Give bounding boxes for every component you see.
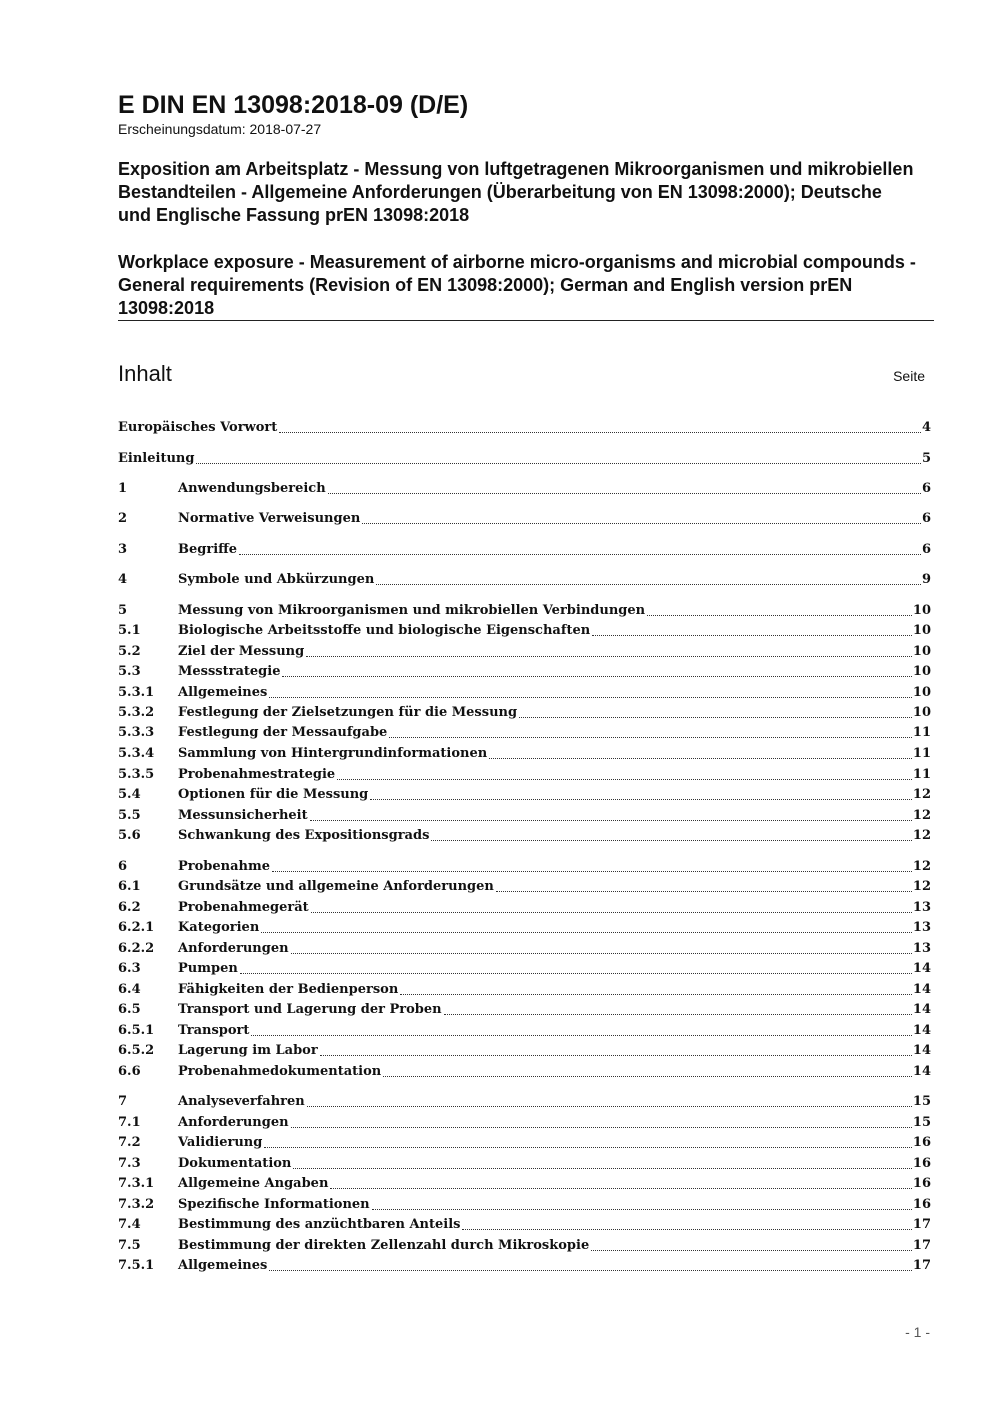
toc-entry-title: Biologische Arbeitsstoffe und biologische Eigenschaften: [178, 623, 591, 638]
toc-dot-leader: [647, 615, 912, 616]
toc-entry-page: 14: [912, 1043, 931, 1058]
toc-entry[interactable]: [118, 1194, 931, 1214]
toc-entry-title: Messunsicherheit: [178, 808, 308, 823]
toc-entry[interactable]: [118, 876, 931, 896]
toc-entry[interactable]: [118, 1040, 931, 1060]
toc-entry-number: 5.3.5: [118, 767, 155, 782]
toc-entry-title: Analyseverfahren: [178, 1094, 305, 1109]
toc-dot-leader: [592, 635, 912, 636]
toc-entry-title: Probenahmedokumentation: [178, 1064, 382, 1079]
toc-entry[interactable]: [118, 1061, 931, 1081]
toc-entry-title: Spezifische Informationen: [178, 1197, 370, 1212]
toc-entry-title: Lagerung im Labor: [178, 1043, 318, 1058]
toc-entry-title: Allgemeines: [178, 1258, 268, 1273]
toc-dot-leader: [372, 1209, 912, 1210]
toc-entry-page: 12: [912, 808, 931, 823]
toc-entry-number: 1: [118, 481, 128, 496]
toc-entry-title: Bestimmung des anzüchtbaren Anteils: [178, 1217, 461, 1232]
toc-entry-title: Kategorien: [178, 920, 260, 935]
toc-entry[interactable]: [118, 600, 931, 620]
toc-entry-page: 15: [912, 1094, 931, 1109]
english-title: Workplace exposure - Measurement of airborne micro-organisms and microbial compounds - General requirements (Revision of EN 13098:2000); German and English version prEN 13098:2018: [118, 252, 916, 318]
toc-entry-number: 5.3.1: [118, 685, 155, 700]
toc-entry-number: 6.2: [118, 900, 141, 915]
toc-entry-number: 6.2.1: [118, 920, 155, 935]
toc-entry[interactable]: [118, 508, 931, 528]
toc-dot-leader: [239, 554, 921, 555]
toc-entry-page: 10: [912, 685, 931, 700]
toc-dot-leader: [431, 840, 912, 841]
toc-dot-leader: [383, 1076, 912, 1077]
toc-dot-leader: [489, 758, 912, 759]
toc-entry-page: 14: [912, 1002, 931, 1017]
toc-entry-page: 16: [912, 1156, 931, 1171]
toc-entry-number: 5: [118, 603, 128, 618]
toc-dot-leader: [240, 973, 912, 974]
toc-entry[interactable]: [118, 478, 931, 498]
toc-entry[interactable]: [118, 1173, 931, 1193]
toc-dot-leader: [328, 493, 921, 494]
toc-entry-number: 5.5: [118, 808, 141, 823]
toc-dot-leader: [496, 891, 912, 892]
page-number: - 1 -: [905, 1324, 930, 1340]
toc-dot-leader: [307, 1106, 912, 1107]
toc-entry-title: Grundsätze und allgemeine Anforderungen: [178, 879, 494, 894]
toc-entry-title: Probenahme: [178, 859, 271, 874]
toc-entry-title: Sammlung von Hintergrundinformationen: [178, 746, 488, 761]
toc-entry-title: Anforderungen: [178, 941, 289, 956]
toc-entry-page: 6: [921, 511, 931, 526]
toc-entry-title: Optionen für die Messung: [178, 787, 369, 802]
toc-entry-title: Messung von Mikroorganismen und mikrobiellen Verbindungen: [178, 603, 646, 618]
toc-entry-page: 16: [912, 1135, 931, 1150]
toc-entry-number: 2: [118, 511, 128, 526]
toc-entry[interactable]: [118, 764, 931, 784]
toc-entry[interactable]: [118, 417, 931, 437]
toc-entry-title: Begriffe: [178, 542, 238, 557]
toc-entry-title: Anforderungen: [178, 1115, 289, 1130]
toc-entry-page: 10: [912, 705, 931, 720]
toc-dot-leader: [269, 1270, 912, 1271]
toc-entry-title: Einleitung: [118, 451, 195, 466]
toc-entry-number: 3: [118, 542, 128, 557]
toc-entry-number: 7: [118, 1094, 128, 1109]
toc-entry-page: 17: [912, 1217, 931, 1232]
toc-entry-page: 5: [921, 451, 931, 466]
toc-entry-number: 7.2: [118, 1135, 141, 1150]
toc-entry-page: 10: [912, 623, 931, 638]
toc-dot-leader: [264, 1147, 912, 1148]
toc-entry-page: 17: [912, 1258, 931, 1273]
toc-entry-page: 12: [912, 879, 931, 894]
toc-entry-title: Allgemeines: [178, 685, 268, 700]
toc-dot-leader: [291, 1127, 912, 1128]
toc-dot-leader: [462, 1229, 911, 1230]
publication-date: Erscheinungsdatum: 2018-07-27: [118, 121, 322, 137]
toc-entry[interactable]: [118, 1255, 931, 1275]
toc-entry-number: 5.3: [118, 664, 141, 679]
toc-entry[interactable]: [118, 938, 931, 958]
toc-entry-number: 5.1: [118, 623, 141, 638]
toc-entry[interactable]: [118, 856, 931, 876]
toc-entry[interactable]: [118, 1235, 931, 1255]
toc-heading: Inhalt: [118, 361, 172, 386]
toc-entry[interactable]: [118, 1112, 931, 1132]
toc-entry[interactable]: [118, 1214, 931, 1234]
toc-entry-number: 6.3: [118, 961, 141, 976]
toc-entry-number: 4: [118, 572, 128, 587]
toc-entry-page: 11: [912, 725, 931, 740]
toc-entry-title: Symbole und Abkürzungen: [178, 572, 375, 587]
toc-entry-page: 17: [912, 1238, 931, 1253]
toc-entry-number: 6: [118, 859, 128, 874]
toc-entry[interactable]: [118, 825, 931, 845]
toc-dot-leader: [320, 1055, 912, 1056]
toc-dot-leader: [306, 656, 912, 657]
toc-entry-page: 6: [921, 481, 931, 496]
toc-entry-number: 6.5: [118, 1002, 141, 1017]
toc-entry-number: 6.4: [118, 982, 141, 997]
toc-entry-title: Europäisches Vorwort: [118, 420, 278, 435]
toc-entry[interactable]: [118, 569, 931, 589]
toc-dot-leader: [282, 676, 911, 677]
toc-entry-title: Fähigkeiten der Bedienperson: [178, 982, 399, 997]
toc-entry-number: 7.1: [118, 1115, 141, 1130]
toc-entry-page: 14: [912, 982, 931, 997]
toc-entry-number: 5.4: [118, 787, 141, 802]
toc-dot-leader: [310, 820, 912, 821]
toc-dot-leader: [291, 953, 912, 954]
toc-dot-leader: [362, 523, 921, 524]
toc-entry[interactable]: [118, 448, 931, 468]
toc-entry-title: Anwendungsbereich: [178, 481, 326, 496]
toc-entry-page: 10: [912, 664, 931, 679]
toc-entry-number: 5.3.4: [118, 746, 155, 761]
toc-entry-page: 4: [921, 420, 931, 435]
toc-entry[interactable]: [118, 722, 931, 742]
toc-entry-page: 14: [912, 961, 931, 976]
toc-entry-page: 13: [912, 920, 931, 935]
toc-entry-number: 6.6: [118, 1064, 141, 1079]
toc-dot-leader: [311, 912, 912, 913]
toc-entry-title: Festlegung der Zielsetzungen für die Messung: [178, 705, 518, 720]
toc-entry-number: 5.3.2: [118, 705, 155, 720]
toc-dot-leader: [376, 584, 921, 585]
toc-entry[interactable]: [118, 539, 931, 559]
toc-entry[interactable]: [118, 1132, 931, 1152]
toc-entry-number: 6.2.2: [118, 941, 155, 956]
toc-page-column-label: Seite: [893, 368, 925, 384]
toc-entry[interactable]: [118, 1091, 931, 1111]
toc-entry[interactable]: [118, 682, 931, 702]
toc-entry-title: Probenahmestrategie: [178, 767, 336, 782]
toc-dot-leader: [389, 737, 912, 738]
toc-entry-title: Festlegung der Messaufgabe: [178, 725, 388, 740]
toc-dot-leader: [279, 432, 921, 433]
toc-entry-page: 11: [912, 746, 931, 761]
toc-dot-leader: [269, 697, 912, 698]
toc-dot-leader: [196, 463, 921, 464]
toc-entry-page: 13: [912, 900, 931, 915]
toc-entry-page: 9: [921, 572, 931, 587]
toc-entry-number: 7.4: [118, 1217, 141, 1232]
toc-entry-number: 7.5: [118, 1238, 141, 1253]
toc-entry-title: Allgemeine Angaben: [178, 1176, 329, 1191]
toc-entry-title: Messstrategie: [178, 664, 281, 679]
toc-dot-leader: [293, 1168, 912, 1169]
toc-entry-title: Schwankung des Expositionsgrads: [178, 828, 430, 843]
toc-entry-title: Pumpen: [178, 961, 238, 976]
toc-dot-leader: [261, 932, 912, 933]
toc-entry[interactable]: [118, 1020, 931, 1040]
toc-entry-page: 12: [912, 828, 931, 843]
toc-entry-page: 16: [912, 1197, 931, 1212]
toc-entry-page: 14: [912, 1064, 931, 1079]
toc-entry-page: 11: [912, 767, 931, 782]
toc-entry-number: 7.3.2: [118, 1197, 155, 1212]
toc-entry-number: 5.2: [118, 644, 141, 659]
toc-entry[interactable]: [118, 743, 931, 763]
toc-entry-page: 16: [912, 1176, 931, 1191]
toc-entry-title: Normative Verweisungen: [178, 511, 361, 526]
toc-entry-number: 6.5.1: [118, 1023, 155, 1038]
german-title: Exposition am Arbeitsplatz - Messung von luftgetragenen Mikroorganismen und mikrobiellen Bestandteilen - Allgemeine Anforderungen (Überarbeitung von EN 13098:2000); Deutsche und Englische Fassung prEN 13098:2018: [118, 159, 914, 225]
toc-entry[interactable]: [118, 702, 931, 722]
document-id: E DIN EN 13098:2018-09 (D/E): [118, 91, 469, 119]
table-of-contents: [118, 0, 931, 1403]
toc-entry-number: 5.3.3: [118, 725, 155, 740]
toc-entry-number: 6.1: [118, 879, 141, 894]
toc-entry[interactable]: [118, 979, 931, 999]
toc-entry[interactable]: [118, 897, 931, 917]
toc-entry-page: 12: [912, 787, 931, 802]
toc-entry-page: 15: [912, 1115, 931, 1130]
toc-entry-page: 14: [912, 1023, 931, 1038]
toc-entry-number: 7.3: [118, 1156, 141, 1171]
toc-dot-leader: [330, 1188, 912, 1189]
toc-dot-leader: [370, 799, 912, 800]
toc-dot-leader: [444, 1014, 912, 1015]
toc-entry-number: 5.6: [118, 828, 141, 843]
toc-entry[interactable]: [118, 1153, 931, 1173]
toc-entry-title: Dokumentation: [178, 1156, 292, 1171]
toc-entry[interactable]: [118, 661, 931, 681]
toc-entry-page: 10: [912, 603, 931, 618]
toc-entry-number: 6.5.2: [118, 1043, 155, 1058]
toc-entry[interactable]: [118, 641, 931, 661]
toc-entry-number: 7.3.1: [118, 1176, 155, 1191]
toc-entry-title: Transport und Lagerung der Proben: [178, 1002, 442, 1017]
toc-dot-leader: [591, 1250, 912, 1251]
toc-entry[interactable]: [118, 999, 931, 1019]
toc-entry[interactable]: [118, 805, 931, 825]
toc-dot-leader: [337, 779, 912, 780]
toc-dot-leader: [519, 717, 912, 718]
toc-entry[interactable]: [118, 784, 931, 804]
toc-entry-title: Transport: [178, 1023, 250, 1038]
toc-dot-leader: [272, 871, 912, 872]
toc-entry-page: 12: [912, 859, 931, 874]
toc-entry[interactable]: [118, 917, 931, 937]
toc-entry-title: Bestimmung der direkten Zellenzahl durch Mikroskopie: [178, 1238, 590, 1253]
toc-entry-title: Validierung: [178, 1135, 263, 1150]
toc-entry-page: 10: [912, 644, 931, 659]
toc-entry[interactable]: [118, 620, 931, 640]
toc-entry-page: 6: [921, 542, 931, 557]
toc-entry-page: 13: [912, 941, 931, 956]
toc-dot-leader: [400, 994, 912, 995]
toc-dot-leader: [251, 1035, 912, 1036]
toc-entry-number: 7.5.1: [118, 1258, 155, 1273]
toc-entry[interactable]: [118, 958, 931, 978]
toc-entry-title: Ziel der Messung: [178, 644, 305, 659]
toc-entry-title: Probenahmegerät: [178, 900, 309, 915]
